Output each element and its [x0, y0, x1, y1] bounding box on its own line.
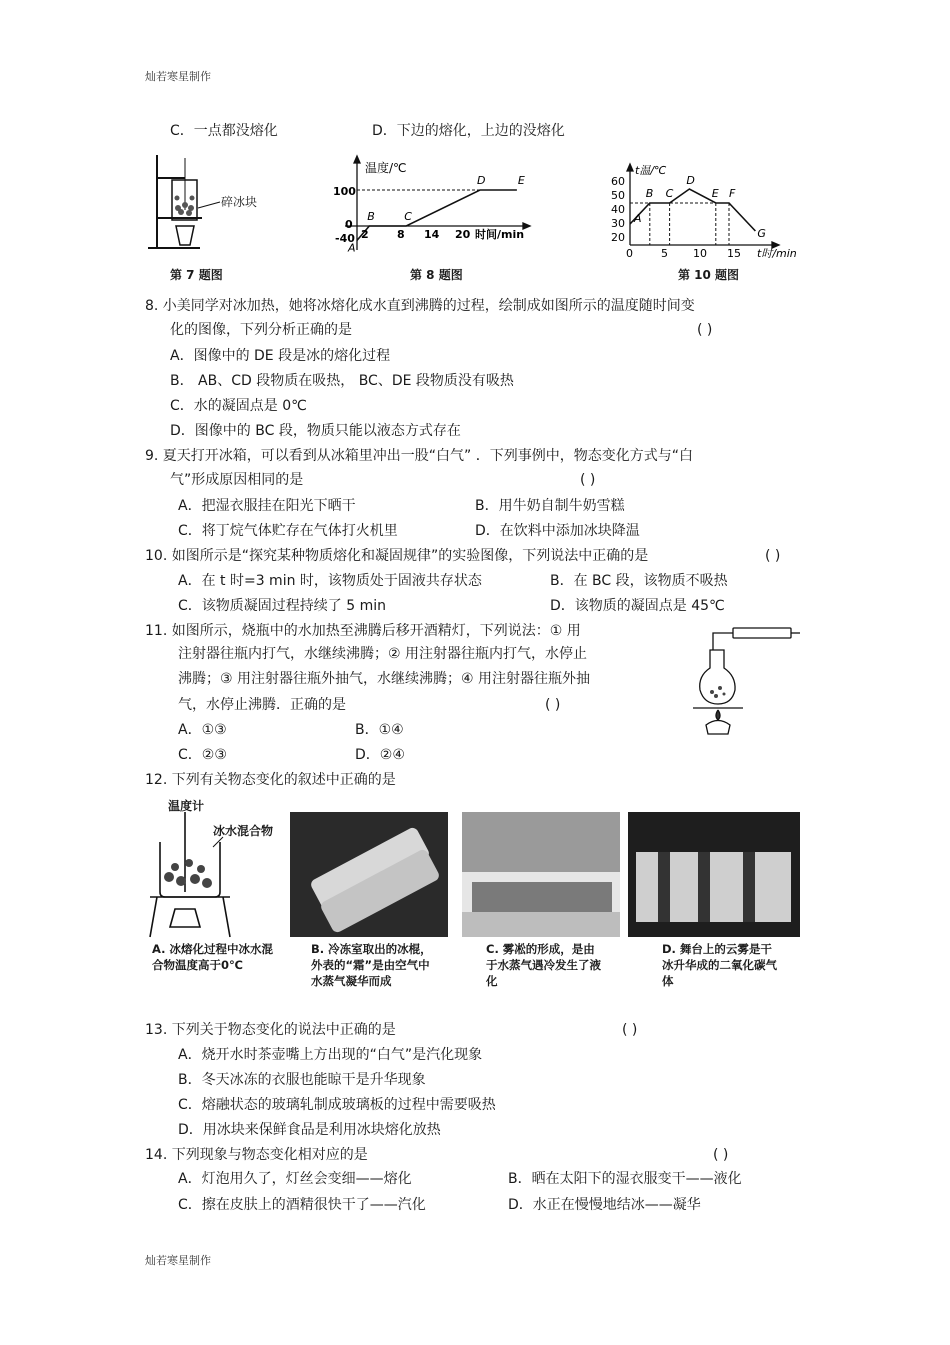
fig8-xtick-2: 2	[361, 228, 369, 241]
fig10-marks-point-A: A	[634, 212, 642, 225]
q9-option-c: C．将丁烷气体贮存在气体打火机里	[178, 523, 398, 539]
fig10-marks-point-B: B	[645, 187, 654, 200]
fig8-xtick-20: 20	[455, 228, 471, 241]
fig10-xlabel: t时/min	[757, 247, 797, 260]
fig10-marks-point-C: C	[665, 187, 674, 200]
q10-option-a: A．在 t 时=3 min 时，该物质处于固液共存状态	[178, 573, 482, 589]
fig10-ytick-60: 60	[611, 175, 625, 188]
fig10-marks-point-F: F	[729, 187, 736, 200]
q13-option-b: B．冬天冰冻的衣服也能晾干是升华现象	[178, 1072, 426, 1088]
q13-answer-paren: ( )	[622, 1022, 638, 1038]
fig8-ylabel: 温度/℃	[365, 161, 407, 175]
q11-option-a: A．①③	[178, 722, 227, 738]
q8-stem-line2: 化的图像，下列分析正确的是	[170, 322, 352, 338]
q13-option-a: A．烧开水时茶壶嘴上方出现的“白气”是汽化现象	[178, 1047, 483, 1063]
q13-stem: 13. 下列关于物态变化的说法中正确的是	[145, 1022, 396, 1038]
fig10-xtick-0: 0	[626, 247, 633, 260]
q8-option-a: A．图像中的 DE 段是冰的熔化过程	[170, 348, 391, 364]
fig10-marks-point-E: E	[711, 187, 719, 200]
fig10-ytick-20: 20	[611, 231, 625, 244]
fig8-marks-point-C: C	[404, 210, 412, 223]
fig8-caption: 第 8 题图	[410, 268, 463, 282]
q12-thermometer-label: 温度计	[168, 799, 205, 813]
fig10-marks-point-G: G	[757, 227, 766, 240]
q10-option-c: C．该物质凝固过程持续了 5 min	[178, 598, 386, 614]
q11-answer-paren: ( )	[545, 697, 561, 713]
q10-stem: 10. 如图所示是“探究某种物质熔化和凝固规律”的实验图像，下列说法中正确的是	[145, 548, 649, 564]
q12-option-a: A. 冰熔化过程中冰水混合物温度高于0℃	[152, 942, 273, 972]
q11-flask-syringe	[688, 620, 803, 740]
fig8-xlabel: 时间/min	[475, 228, 525, 241]
fig10-ytick-30: 30	[611, 217, 625, 230]
fig8-ytick-0: 0	[345, 218, 353, 231]
fig7-caption: 第 7 题图	[170, 268, 223, 282]
q14-option-a: A．灯泡用久了，灯丝会变细——熔化	[178, 1171, 412, 1187]
q12-stem: 12. 下列有关物态变化的叙述中正确的是	[145, 772, 396, 788]
q14-option-b: B．晒在太阳下的湿衣服变干——液化	[508, 1171, 742, 1187]
q11-stem-line4: 气，水停止沸腾．正确的是	[178, 697, 346, 713]
fig8-marks-point-B: B	[367, 210, 375, 223]
q9-stem-line1: 9. 夏天打开冰箱，可以看到从冰箱里冲出一股“白气” ．下列事例中，物态变化方式与“白	[145, 448, 694, 464]
q12-option-c: C. 雾凇的形成，是由于水蒸气遇冷发生了液化	[486, 942, 601, 988]
fig10-ytick-50: 50	[611, 189, 625, 202]
fig8-xtick-8: 8	[397, 228, 405, 241]
fig8-marks-point-D: D	[477, 174, 486, 187]
page-footer: 灿若寒星制作	[145, 1254, 211, 1267]
fig7-ice-label: 碎冰块	[221, 195, 258, 209]
q12-photo-stage-fog	[628, 812, 800, 937]
q11-option-d: D．②④	[355, 747, 405, 763]
q9-option-a: A．把湿衣服挂在阳光下晒干	[178, 498, 356, 514]
q13-option-d: D．用冰块来保鲜食品是利用冰块熔化放热	[178, 1122, 441, 1138]
fig8-ytick-100: 100	[333, 185, 356, 198]
q12-icewater-label: 冰水混合物	[213, 824, 274, 838]
q11-stem-line3: 沸腾；③ 用注射器往瓶外抽气，水继续沸腾；④ 用注射器往瓶外抽	[178, 671, 591, 687]
q14-answer-paren: ( )	[713, 1147, 729, 1163]
fig8-chart	[325, 150, 540, 260]
q8-stem-line1: 8. 小美同学对冰加热，她将冰熔化成水直到沸腾的过程，绘制成如图所示的温度随时间变	[145, 298, 695, 314]
q12-photo-popsicle	[290, 812, 448, 937]
q8-answer-paren: ( )	[697, 322, 713, 338]
q14-option-c: C．擦在皮肤上的酒精很快干了——汽化	[178, 1197, 426, 1213]
fig10-xtick-5: 5	[661, 247, 668, 260]
fig8-marks-point-A: A	[348, 241, 356, 255]
q12-photo-rime	[462, 812, 620, 937]
fig8-xtick-14: 14	[424, 228, 440, 241]
q14-option-d: D．水正在慢慢地结冰——凝华	[508, 1197, 701, 1213]
q14-stem: 14. 下列现象与物态变化相对应的是	[145, 1147, 368, 1163]
q11-option-b: B．①④	[355, 722, 404, 738]
q9-answer-paren: ( )	[580, 472, 596, 488]
q9-stem-line2: 气”形成原因相同的是	[170, 472, 304, 488]
q8-option-d: D．图像中的 BC 段，物质只能以液态方式存在	[170, 423, 461, 439]
q12-figure-a	[145, 797, 285, 942]
fig10-xtick-15: 15	[727, 247, 741, 260]
q10-option-d: D．该物质的凝固点是 45℃	[550, 598, 725, 614]
q9-option-d: D．在饮料中添加冰块降温	[475, 523, 640, 539]
q10-option-b: B．在 BC 段，该物质不吸热	[550, 573, 728, 589]
fig10-marks-point-D: D	[686, 174, 695, 187]
q11-stem-line1: 11. 如图所示，烧瓶中的水加热至沸腾后移开酒精灯，下列说法：① 用	[145, 623, 581, 639]
q12-option-d: D. 舞台上的云雾是干冰升华成的二氧化碳气体	[662, 942, 777, 988]
q7-option-c: C．一点都没熔化	[170, 123, 278, 139]
fig10-ylabel: t温/℃	[635, 164, 667, 177]
q9-option-b: B．用牛奶自制牛奶雪糕	[475, 498, 625, 514]
fig10-xtick-10: 10	[693, 247, 707, 260]
q7-option-d: D．下边的熔化，上边的没熔化	[372, 123, 565, 139]
fig8-marks-point-E: E	[517, 174, 525, 187]
fig10-chart	[605, 160, 805, 260]
q8-option-b: B． AB、CD 段物质在吸热， BC、DE 段物质没有吸热	[170, 373, 514, 389]
fig8-ytick-neg40: -40	[335, 232, 355, 245]
fig10-ytick-40: 40	[611, 203, 625, 216]
q12-option-b: B. 冷冻室取出的冰棍，外表的“霜”是由空气中水蒸气凝华而成	[311, 942, 432, 988]
q8-option-c: C．水的凝固点是 0℃	[170, 398, 307, 414]
page-header: 灿若寒星制作	[145, 70, 211, 83]
q11-option-c: C．②③	[178, 747, 227, 763]
q10-answer-paren: ( )	[765, 548, 781, 564]
fig10-caption: 第 10 题图	[678, 268, 740, 282]
q13-option-c: C．熔融状态的玻璃轧制成玻璃板的过程中需要吸热	[178, 1097, 496, 1113]
q11-stem-line2: 注射器往瓶内打气，水继续沸腾；② 用注射器往瓶内打气，水停止	[178, 646, 587, 662]
